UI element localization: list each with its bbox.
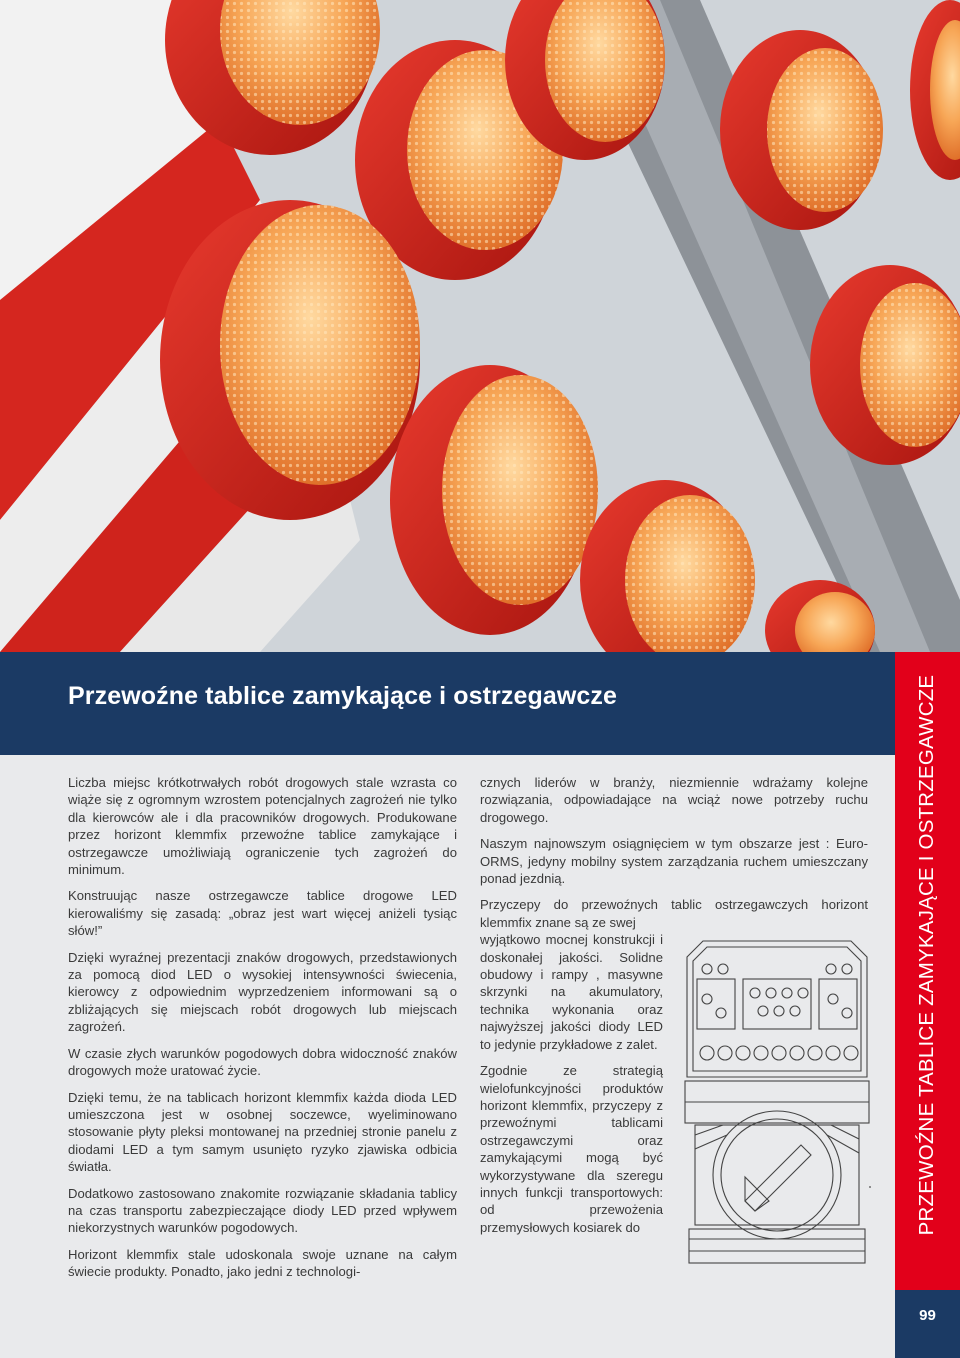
- paragraph: Dodatkowo zastosowano znakomite rozwiązanie składania tablicy na czas transportu zabezpieczające diody LED przed wpływem niekorzystnych warunków pogodowych.: [68, 1185, 457, 1236]
- paragraph: Dzięki wyraźnej prezentacji znaków drogowych, przedstawionych za pomocą diod LED o wysokiej intensywności świecenia, kierowcy z odpowiednim wyprzedzeniem informowani są o zbliżających się miejscach robót drogowych lub miejscach zagrożeń.: [68, 949, 457, 1035]
- paragraph: Naszym najnowszym osiągnięciem w tym obszarze jest : Euro-ORMS, jedyny mobilny system zarządzania ruchem umieszczany ponad jezdnią.: [480, 836, 868, 887]
- page-number: 99: [919, 1307, 936, 1324]
- paragraph: Zgodnie ze strategią wielofunkcyjności produktów horizont klemmfix, przyczepy z przewoźnymi tablicami ostrzegawczymi oraz zamykającymi mogą być wykorzystywane dla szeregu innych funkcji transportowych: od przewożenia przemysłowych kosiarek do: [480, 1063, 663, 1235]
- paragraph: wyjątkowo mocnej konstrukcji i doskonałej jakości. Solidne obudowy i rampy , masywne skrzynki na akumulatory, technika wykonania oraz najwyższej jakości diody LED to jedynie przykładowe z zalet.: [480, 932, 663, 1052]
- text-column-1: [68, 774, 457, 1290]
- hero-photo: [0, 0, 960, 652]
- paragraph: W czasie złych warunków pogodowych dobra widoczność znaków drogowych może uratować życie.: [68, 1045, 457, 1079]
- led-warning-panel-photo: [0, 0, 960, 652]
- paragraph: Dzięki temu, że na tablicach horizont klemmfix każda dioda LED umieszczona jest w osobnej soczewce, wyeliminowano stosowanie płyty pleksi montowanej na przedniej stronie panelu z diodami LED a tym samym usunięto ryzyko zjawiska odbicia światła.: [68, 1089, 457, 1175]
- side-label: PRZEWOŹNE TABLICE ZAMYKAJĄCE I OSTRZEGAWCZE: [915, 674, 938, 1236]
- page-title: Przewoźne tablice zamykające i ostrzegawcze: [68, 682, 617, 710]
- warning-trailer-line-drawing: [683, 939, 871, 1275]
- trailer-diagram-icon: [683, 939, 871, 1275]
- paragraph: Liczba miejsc krótkotrwałych robót drogowych stale wzrasta co wiąże się z ogromnym wzrostem potencjalnych zagrożeń nie tylko dla kierowców ale i dla pracowników drogowych. Produkowane przez horizont klemmfix przewoźne tablice zamykające i ostrzegawcze umożliwiają ograniczenie tych zagrożeń do minimum.: [68, 775, 457, 878]
- paragraph: Przyczepy do przewoźnych tablic ostrzegawczych horizont klemmfix znane są ze swej: [480, 897, 868, 930]
- page-number-box: [895, 1290, 960, 1358]
- paragraph: cznych liderów w branży, niezmiennie wdrażamy kolejne rozwiązania, odpowiadające na wciąż nowe potrzeby ruchu drogowego.: [480, 775, 868, 825]
- title-band: [0, 652, 895, 755]
- paragraph: Horizont klemmfix stale udoskonala swoje uznane na całym świecie produkty. Ponadto, jako jedni z technologi-: [68, 1246, 457, 1280]
- paragraph: Konstruując nasze ostrzegawcze tablice drogowe LED kierowaliśmy się zasadą: „obraz jest wart więcej aniżeli tysiąc słów!”: [68, 888, 457, 939]
